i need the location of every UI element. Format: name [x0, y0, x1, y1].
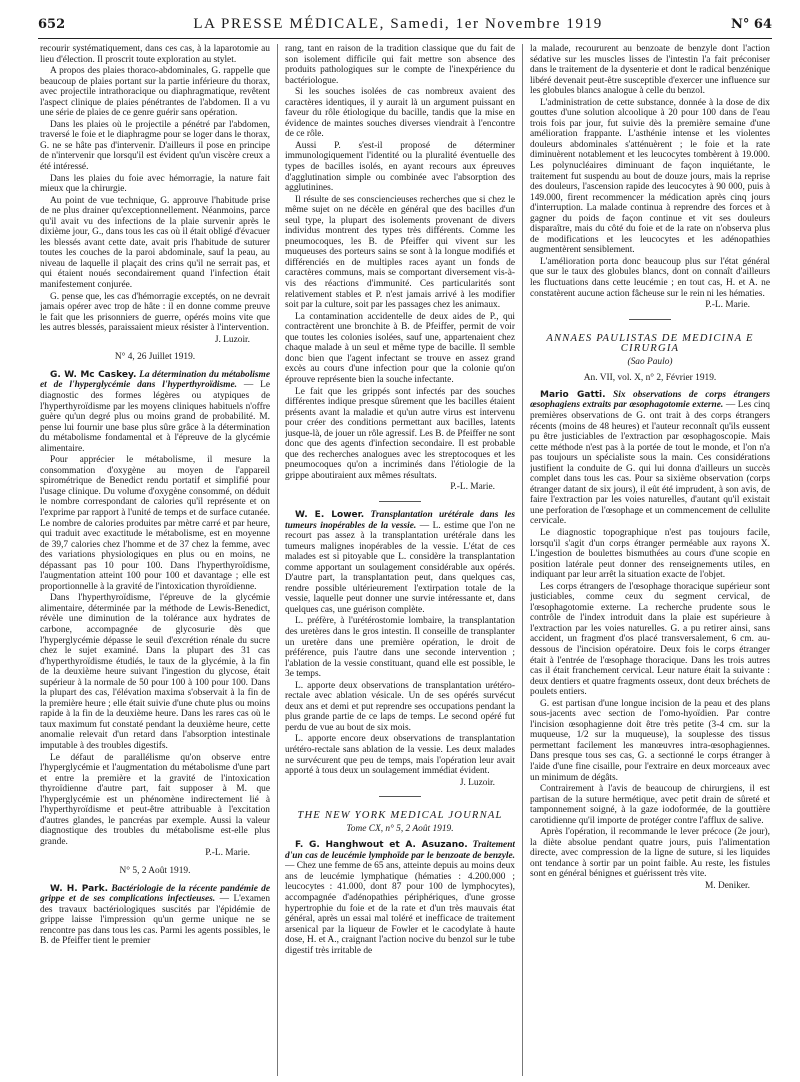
paragraph: L'amélioration porta donc beaucoup plus sur l'état général que sur le taux des globules blancs, dont on connaît d'ailleurs les fluctuations dans cette leucémie ; en tout cas, H. et A. ne constatèrent aucune action fâcheuse sur le rein ni les hématies. — [530, 256, 770, 299]
paragraph: Dans l'hyperthyroïdisme, l'épreuve de la glycémie alimentaire, déterminée par la méthode de Lewis-Benedict, révèle une diminution de la tolérance aux hydrates de carbone, accompagnée de glycosurie dès que l'hyperglycémie dépasse le seuil d'excrétion rénale du sucre chez le sujet examiné. Dans la plupart des 31 cas d'hyperthyroïdisme étudiés, le taux de la glycémie, à la fin de la deuxième heure suivant l'ingestion du glycose, était supérieur à la normale de 50 pour 100 à 100 pour 100. Dans la plupart des cas, l'élévation maxima s'observait à la fin de la première heure ; elle était suivie d'une chute plus ou moins rapide à la fin de la deuxième heure. Dans les rares cas où le taux maximum fut constaté pendant la deuxième heure, cette anomalie relevait d'un retard dans l'absorption intestinale imputable à des troubles digestifs. — [40, 593, 270, 751]
article-title: La détermination du métabolisme et de l'hyperglycémie dans l'hyperthyroïdisme. — [40, 369, 270, 391]
issue-number: N° 64 — [731, 17, 772, 32]
article-author: F. G. Hanghwout et A. Asuzano. — [295, 840, 468, 851]
paragraph: Le défaut de parallélisme qu'on observe entre l'hyperglycémie et l'augmentation du métabolisme d'une part et entre la première et la gravité de l'intoxication thyroïdienne d'autre part, fait supposer à M. que l'hyperglycémie est un phénomène indirectement lié à l'hyperthyroïdisme et peut-être attribuable à l'excitation d'autres glandes, le pancréas par exemple. Aussi la valeur diagnostique des troubles du métabolisme est-elle plus grande. — [40, 752, 270, 847]
paragraph: L. apporte deux observations de transplantation urétéro-rectale avec ablation vésicale. Un de ses opérés survécut deux ans et demi et put reprendre ses occupations pendant la plus grande partie de ce laps de temps. Le second opéré fut perdu de vue au bout de six mois. — [285, 680, 515, 733]
paragraph: Aussi P. s'est-il proposé de déterminer immunologiquement l'identité ou la pluralité éventuelle des types de bacilles isolés, en ayant recours aux épreuves d'agglutination simple ou combinée avec l'absorption des agglutinines. — [285, 140, 515, 194]
article-abstract — [285, 840, 515, 956]
signature: J. Luzoir. — [459, 777, 495, 788]
paragraph: L. préfère, à l'urétérostomie lombaire, la transplantation des uretères dans le gros intestin. Il conseille de transplanter un uretère dans une première opération, le droit de préférence, puis l'autre dans une seconde intervention ; l'ablation de la vessie constituant, quand elle est possible, le 3e temps. — [285, 616, 515, 680]
paragraph: A propos des plaies thoraco-abdominales, G. rappelle que beaucoup de plaies portant sur la partie inférieure du thorax, avec projectile intrathoracique ou diaphragmatique, revêtent l'aspect clinique de plaies pénétrantes de l'abdomen. Il a vu une série de plaies de ce genre guérir sans opération. — [40, 66, 270, 119]
paragraph: Si les souches isolées de cas nombreux avaient des caractères identiques, il y aurait là un argument puissant en faveur du rôle étiologique du bacille, tandis que la mise en évidence de maintes souches diverses viendrait à l'encontre de ce rôle. — [285, 87, 515, 140]
column-right — [530, 44, 770, 1072]
paragraph: Dans les plaies où le projectile a pénétré par l'abdomen, traversé le foie et le diaphragme pour se loger dans le thorax, G. ne se hâte pas d'intervenir. D'ailleurs il pose en principe de n'intervenir que lorsqu'il est évident qu'un viscère creux a été intéressé. — [40, 119, 270, 173]
article-author: G. W. Mc Caskey. — [50, 369, 137, 380]
signature: J. Luzoir. — [214, 334, 250, 345]
paragraph: G. pense que, les cas d'hémorragie exceptés, on ne devrait jamais opérer avec trop de hâte : il en donne comme preuve le fait que les prisonniers de guerre, opérés moins vite que les autres blessés, paraissaient mieux résister à l'intervention. — [40, 291, 270, 334]
header-rule — [38, 38, 772, 39]
article-text: — Chez une femme de 65 ans, atteinte depuis au moins deux ans de leucémie lymphatique (hématies : 4.200.000 ; leucocytes : 41.000, dont 87 pour 100 de lymphocytes), accompagnée d'adénopathies périphériques, d'une grosse hypertrophie du foie et de la rate et d'un très mauvais état général, après un essai mal toléré et inefficace de traitement arsenical par la liqueur de Fowler et le cacodylate à haute dose, H. et A., craignant l'action nocive du benzol sur le tube digestif très irritable de — [285, 861, 515, 956]
paragraph: Dans les plaies du foie avec hémorragie, la nature fait mieux que la chirurgie. — [40, 173, 270, 195]
article-text: — Les cinq premières observations de G. ont trait à des corps étrangers récents (moins de 48 heures) et l'auteur reconnaît qu'ils eussent pu être justiciables de l'extraction par œsophagoscopie. Mais cette méthode n'est pas à la portée de tout le monde, et l'on n'a pas toujours un spécialiste sous la main. Ces considérations justifient la conduite de G. qui lui donna d'ailleurs un succès complet dans tous les cas. Pour sa sixième observation (corps étranger datant de six jours), il eût été imprudent, à son avis, de faire l'extraction par les voies naturelles, d'autant qu'il existait une perforation de l'œsophage et un commencement de cellulite cervicale. — [530, 400, 770, 527]
signature: P.-L. Marie. — [450, 482, 495, 493]
section-rule — [379, 501, 421, 502]
page-number: 652 — [38, 17, 66, 32]
paragraph: G. est partisan d'une longue incision de la peau et des plans sous-jacents avec section de l'omo-hyoïdien. Par contre l'incision œsophagienne doit être très petite (3-4 cm. sur la muqueuse, 1/2 sur la muqueuse), la souplesse des tissus permettant facilement les manœuvres intra-œsophagiennes. Dans presque tous ses cas, G. a sectionné le corps étranger à l'aide d'une fine cisaille, pour l'extraire en deux morceaux avec un minimum de dégâts. — [530, 698, 770, 783]
section-rule — [379, 796, 421, 797]
paragraph: recourir systématiquement, dans ces cas, à la laparotomie au lieu d'élection. Il proscrit toute exploration au stylet. — [40, 44, 270, 65]
section-rule — [629, 319, 671, 320]
issue-heading: N° 4, 26 Juillet 1919. — [114, 352, 196, 363]
article-abstract — [40, 884, 270, 947]
column-divider — [277, 44, 278, 1076]
article-title: Traitement d'un cas de leucémie lymphoïde par le benzoate de benzyle. — [285, 840, 515, 861]
journal-city: (Sao Paulo) — [627, 356, 673, 367]
article-title: Six observations de corps étrangers œsophagiens extraits par œsophagotomie externe. — [530, 389, 770, 411]
issue-heading: N° 5, 2 Août 1919. — [119, 866, 191, 877]
signature: P.-L. Marie. — [205, 848, 250, 859]
paragraph: Le diagnostic topographique n'est pas toujours facile, lorsqu'il s'agit d'un corps étranger perméable aux rayons X. L'ingestion de boulettes bismuthées au cours d'une scopie en position latérale peut donner des renseignements utiles, en indiquant par leur arrêt la situation exacte de l'objet. — [530, 527, 770, 581]
paragraph: la malade, recoururent au benzoate de benzyle dont l'action sédative sur les muscles lisses de l'intestin l'a fait préconiser dans le traitement de la dysenterie et dont le radical benzénique libéré devenait peut-être susceptible d'exercer une influence sur les globules blancs analogue à celle du benzol. — [530, 44, 770, 97]
journal-issue: Tome CX, n° 5, 2 Août 1919. — [346, 823, 454, 834]
article-abstract — [40, 370, 270, 454]
paragraph: Pour apprécier le métabolisme, il mesure la consommation d'oxygène au moyen de l'appareil spirométrique de Benedict rendu portatif et simplifié pour l'usage clinique. Du volume d'oxygène consommé, on déduit le nombre correspondant de calories qu'il représente et on l'exprime par rapport à l'unité de temps et de surface cutanée. Le nombre de calories produites par mètre carré et par heure, qui traduit avec exactitude le métabolisme, est en moyenne de 39,7 calories chez l'homme et de 37 chez la femme, avec des variations physiologiques en plus ou en moins, ne dépassant pas 10 pour 100. Dans l'hyperthyroïdisme, l'augmentation atteint 100 pour 100 et davantage ; elle est proportionnelle à la gravité de l'intoxication thyroïdienne. — [40, 455, 270, 592]
column-divider — [522, 44, 523, 1076]
paragraph: Contrairement à l'avis de beaucoup de chirurgiens, il est partisan de la suture hermétique, avec petit drain de sûreté et tamponnement soigné, à la gaze iodoformée, de la gouttière carotidienne qu'il importe de protéger contre l'afflux de salive. — [530, 784, 770, 826]
article-author: W. H. Park. — [50, 883, 109, 894]
paragraph: rang, tant en raison de la tradition classique que du fait de son isolement difficile qui fait mettre son absence des produits pathologiques sur le compte de l'inexpérience du bactériologue. — [285, 44, 515, 86]
paragraph: La contamination accidentelle de deux aides de P., qui contractèrent une bronchite à B. de Pfeiffer, permit de voir que toutes les colonies isolées, sauf une, appartenaient chez chaque malade à un seul et même type de bacille. Il semble donc bien que l'agent infectant se trouve en assez grand excès au cours d'une infection pour que la colonie qu'on éprouve représente bien la souche infectante. — [285, 311, 515, 385]
paragraph: Après l'opération, il recommande le lever précoce (2e jour), la diète absolue pendant quatre jours, puis l'alimentation directe, avec compression de la ligne de suture, si les liquides ont tendance à sortir par un point faible. Au reste, les fistules sont en général bénignes et guérissent très vite. — [530, 827, 770, 880]
article-title: Transplantation urétérale dans les tumeurs inopérables de la vessie. — [285, 509, 515, 531]
running-head: LA PRESSE MÉDICALE, Samedi, 1er Novembre 1919 — [193, 16, 603, 32]
article-abstract — [285, 510, 515, 615]
article-text: — L. estime que l'on ne recourt pas assez à la transplantation urétérale dans les tumeurs malignes inopérables de la vessie. L'état de ces malades est si pitoyable que L. considère la transplantation comme apportant un soulagement considérable aux opérés. D'autre part, la transplantation peut, dans quelques cas, rendre possible ultérieurement l'extirpation totale de la vessie, laquelle peut donner une survie intéressante et, dans quelques cas, une guérison complète. — [285, 520, 515, 615]
journal-heading: THE NEW YORK MEDICAL JOURNAL — [297, 810, 503, 822]
signature: M. Deniker. — [704, 881, 750, 892]
signature: P.-L. Marie. — [705, 300, 750, 311]
paragraph: L'administration de cette substance, donnée à la dose de dix gouttes d'une solution alcoolique à 20 pour 100 dans de l'eau trois fois par jour, fut suivie dès la première semaine d'une amélioration frappante. L'asthénie intense et les violentes douleurs abdominales s'atténuèrent ; le foie et la rate diminuèrent notablement et les leucocytes tombèrent à 19.000. Les polynucléaires diminuant de façon inquiétante, le traitement fut suspendu au bout de douze jours, mais la reprise des douleurs, l'ascension rapide des leucocytes à 90 000, puis à 149.000, firent recommencer la médication après cinq jours d'interruption. La malade continua à reprendre des forces et à gagner du poids de façon continue et vit ses douleurs disparaître, mais du côté du foie et de la rate on n'observa plus de modifications et les leucocytes et les adénopathies augmentèrent sensiblement. — [530, 97, 770, 256]
paragraph: L. apporte encore deux observations de transplantation urétéro-rectale sans ablation de la vessie. Les deux malades ne survécurent que peu de temps, mais l'opération leur avait apporté à tous deux un soulagement immédiat évident. — [285, 734, 515, 777]
article-author: Mario Gatti. — [540, 389, 606, 400]
column-middle — [285, 44, 515, 1072]
article-abstract — [530, 390, 770, 527]
journal-heading: ANNAES PAULISTAS DE MEDICINA E CIRURGIA — [546, 332, 754, 355]
journal-issue: An. VII, vol. X, n° 2, Février 1919. — [583, 373, 717, 384]
article-text: — Le diagnostic des formes légères ou atypiques de l'hyperthyroïdisme par les moyens cliniques habituels n'offre guère qu'un degré plus ou moins grand de probabilité. M. pense lui fournir une base plus sûre grâce à la détermination du métabolisme fondamental et à l'épreuve de la glycémie alimentaire. — [40, 380, 270, 454]
article-author: W. E. Lower. — [295, 509, 365, 520]
article-title: Bactériologie de la récente pandémie de grippe et de ses complications infectieuses. — [40, 883, 270, 905]
column-left — [40, 44, 270, 1072]
article-text: — L'examen des travaux bactériologiques suscités par l'épidémie de grippe laisse l'impression qu'un germe unique ne se rencontre pas dans tous les cas. Parmi les agents possibles, le B. de Pfeiffer tient le premier — [40, 894, 270, 947]
paragraph: Au point de vue technique, G. approuve l'habitude prise de ne plus drainer qu'exceptionnellement. Néanmoins, parce qu'il avait vu des infections de la plaie survenir après le dixième jour, G., dans tous les cas où il était obligé d'évacuer les blessés avant cette date, avait pris l'habitude de suturer toutes les couches de la paroi abdominale, sauf la peau, au niveau de laquelle il plaçait des crins qu'il ne serrait pas, et qui étaient noués secondairement quand l'infection était manifestement conjurée. — [40, 195, 270, 291]
paragraph: Le fait que les grippés sont infectés par des souches différentes indique presque sûrement que les bacilles étaient présents avant la maladie et qu'un autre virus est intervenu pour créer des conditions permettant aux bacilles, latents jusque-là, de jouer un rôle agressif. Les B. de Pfeiffer ne sont donc que des agents d'infection secondaire. Il est probable que des recherches analogues avec les streptocoques et les pneumocoques qu'on a incriminés dans l'étiologie de la grippe aboutiraient aux mêmes résultats. — [285, 386, 515, 481]
paragraph: Il résulte de ses consciencieuses recherches que si chez le même sujet on ne décèle en général que des bacilles d'un seul type, la plupart des isolements provenant de divers individus montrent des types très différents. Comme les pneumocoques, les B. de Pfeiffer qui vivent sur les muqueuses des porteurs sains se sont à la longue modifiés et différenciés en de multiples races ayant un fonds de caractères communs, mais se comportant diversement vis-à-vis des réactions d'immunité. Ces particularités sont relativement stables et P. n'est jamais arrivé à les modifier soit par la culture, soit par les passages chez les animaux. — [285, 194, 515, 311]
paragraph: Les corps étrangers de l'œsophage thoracique supérieur sont justiciables, comme ceux du segment cervical, de l'œsophagotomie externe. La recherche prudente sous le contrôle de l'index introduit dans la plaie est supérieure à l'extraction par les voies naturelles. G. a pu retirer ainsi, sans accident, un fragment d'os placé transversalement, 6 cm. au-dessous de l'incision opératoire. Deux fois le corps étranger était à l'entrée de l'œsophage thoracique. Dans les trois autres cas il était franchement cervical. Leur nature était la suivante : deux dentiers et quatre fragments osseux, dont deux bréchets de poulets entiers. — [530, 581, 770, 698]
page-header — [38, 16, 772, 34]
